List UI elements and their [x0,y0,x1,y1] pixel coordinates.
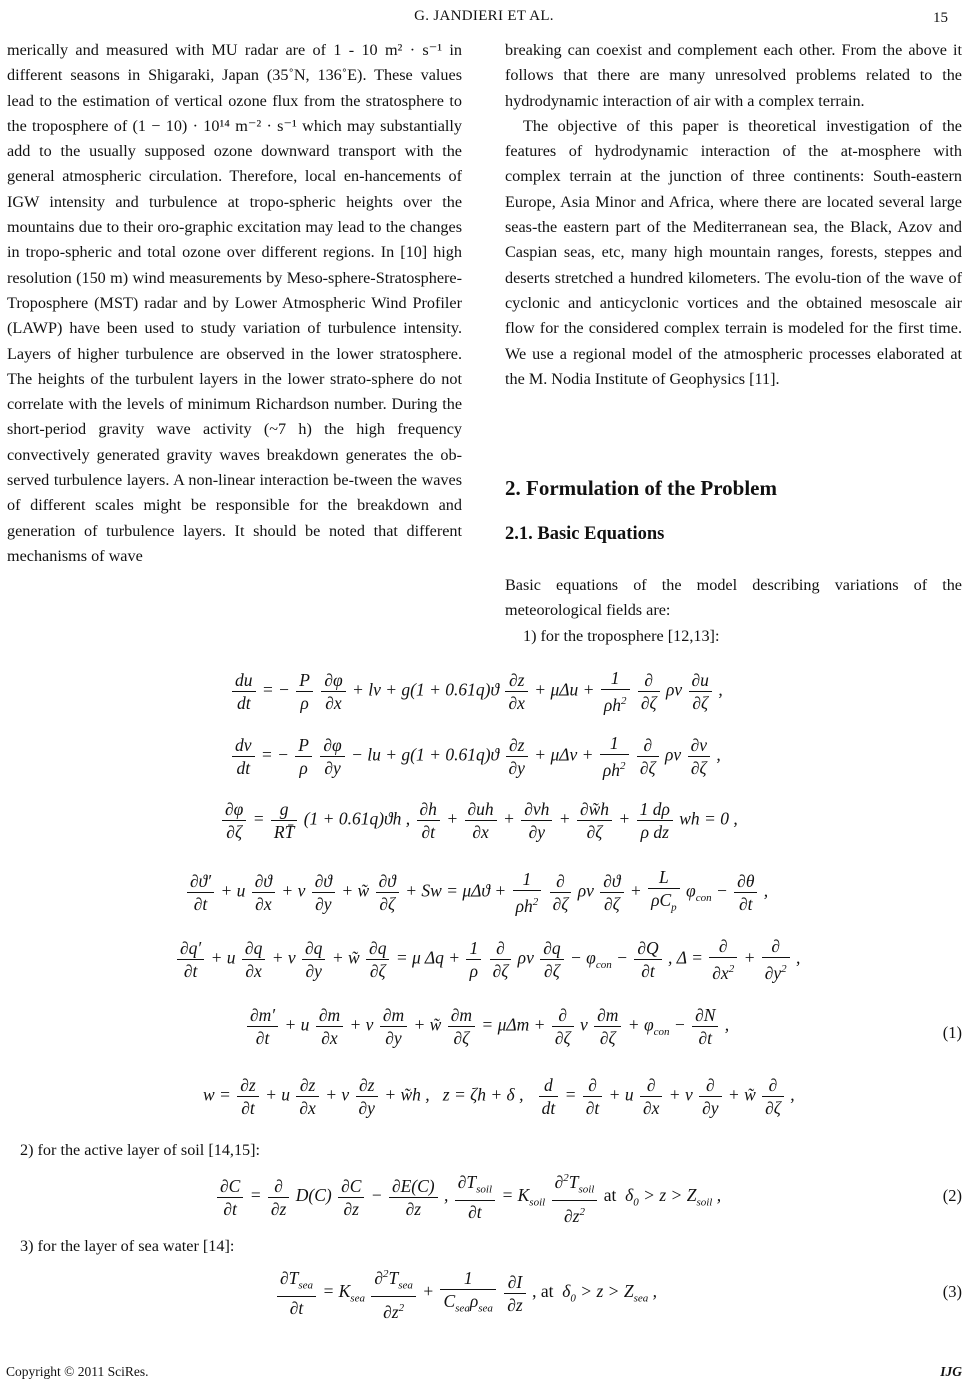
right-paragraph-1: breaking can coexist and complement each other. From the above it follows that there are many unresolved problems related to the hydrodynamic interaction of air with a complex terrain. [505,41,962,110]
left-paragraph: merically and measured with MU radar are of 1 - 10 m² · s⁻¹ in different seasons in Shigaraki, Japan (35˚N, 136˚E). These values lead to the estimation of vertical ozone flux from the stratosphere to the troposphere of (1 − 10) · 10¹⁴ m⁻² · s⁻¹ which may substantially add to the usually supposed ozone downward transport with the general atmospheric circulation. Therefore, local en-hancements of IGW intensity and turbulence at tropo-spheric heights over the mountains due to their oro-graphic excitation may lead to the changes in tropo-spheric and total ozone over different regions. In [10] high resolution (150 m) wind measurements by Meso-sphere-Stratosphere-Troposphere (MST) radar and by Lower Atmospheric Wind Profiler (LAWP) have been used to study variation of turbulence intensity. Layers of higher turbulence are observed in the lower stratosphere. The heights of the turbulent layers in the lower strato-sphere do not correlate with the levels of minimum Richardson number. During the short-period gravity wave activity (~7 h) the high frequency convectively generated gravity waves breakdown generates the ob-served turbulence layers. A non-linear interaction be-tween the waves of different scales might be responsible for the breakdown and generation of turbulence layers. It should be noted that different mechanisms of wave [7,41,462,565]
at-label-soil: at [603,1185,617,1206]
page-footer [6,1364,962,1382]
journal-abbrev: IJG [940,1364,962,1379]
equation-number-1: (1) [942,1023,962,1042]
equation-vertical-velocity: w = $\frac{\partial z}{\partial t}$ + u $\frac{\partial z}{\partial x}$ + v $\frac{\partial z}{\partial y}$ + w̃h , z = ζh + δ , $\frac{d}{dt}$ = $\frac{\partial}{\partial t}$ + u $\frac{\partial}{\partial x}$ + v $\frac{\partial}{\partial y}$ + w̃ $\frac{\partial}{\partial\zeta}$ , [203,1075,795,1118]
list-item-soil: 2) for the active layer of soil [14,15]: [20,1141,261,1159]
equation-hydrostatic-continuity: $\frac{\partial\varphi}{\partial\zeta}$ = $\frac{g}{RT̄}$ (1 + 0.61q)ϑh , $\frac{\partial h}{\partial t}$ + $\frac{\partial uh}{\partial x}$ + $\frac{\partial vh}{\partial y}$ + $\frac{\partial w̃h}{\partial\zeta}$ + $\frac{1 d\rho}{\text{ρ dz}}$ wh = 0 , [220,798,738,843]
page-header [0,6,968,28]
page-number: 15 [933,10,948,26]
right-paragraph-2: The objective of this paper is theoretical investigation of the features of hydrodynamic interaction of the at-mosphere with complex terrain at the junction of three continents: South-eastern Europe, Asia Minor and Africa, where there are located several large seas-the eastern part of the Mediterranean sea, the Black, Azov and Caspian seas, etc, many high mountain ranges, forests, steppes and deserts stretched a hundred kilometers. The evolu-tion of the wave of cyclonic and anticyclonic vortices and the obtained mesoscale air flow for the considered complex terrain is modeled for the first time. We use a regional model of the atmospheric processes elaborated at the M. Nodia Institute of Geophysics [11]. [505,116,962,388]
equation-soil: $\frac{\partial C}{\partial t}$ = $\frac{\partial}{\partial z}$ D(C) $\frac{\partial C}{\partial z}$ − $\frac{\partial E(C)}{\partial z}$ , $\frac{\partial T_{soil}}{\partial t}$ = $K_{soil}$ $\frac{\partial^2T_{soil}}{\partial z^2}$ at $\delta_0 > z > Z_{soil}$ , [215,1167,721,1227]
section-heading-2-1: 2.1. Basic Equations [505,524,665,544]
list-item-sea: 3) for the layer of sea water [14]: [20,1237,235,1255]
left-column [7,38,462,569]
equation-momentum-v: $\frac{dv}{dt}$ = − $\frac{P}{\rho}$ $\frac{\partial\varphi}{\partial y}$ − lu + g(1 + 0.61q)ϑ $\frac{\partial z}{\partial y}$ + μΔv + $\frac{1}{\rho h^2}$ $\frac{\partial}{\partial\zeta}$ ρν $\frac{\partial v}{\partial\zeta}$ , [230,732,721,781]
right-column-lower [505,573,962,649]
copyright-notice: Copyright © 2011 SciRes. [6,1364,149,1379]
equation-heat: $\frac{\partial ϑ'}{\partial t}$ + u $\frac{\partial ϑ}{\partial x}$ + v $\frac{\partial ϑ}{\partial y}$ + w̃ $\frac{\partial ϑ}{\partial\zeta}$ + Sw = μΔϑ + $\frac{1}{\rho h^2}$ $\frac{\partial}{\partial\zeta}$ ρν $\frac{\partial ϑ}{\partial\zeta}$ + $\frac{L}{\rho C_p}$ $\varphi_{con}$ − $\frac{\partial\theta}{\partial t}$ , [185,866,768,919]
right-column [505,38,962,392]
at-label-sea: , at [532,1281,554,1302]
equation-moisture: $\frac{\partial q'}{\partial t}$ + u $\frac{\partial q}{\partial x}$ + v $\frac{\partial q}{\partial y}$ + w̃ $\frac{\partial q}{\partial\zeta}$ = μ Δq + $\frac{1}{\rho}$ $\frac{\partial}{\partial\zeta}$ ρν $\frac{\partial q}{\partial\zeta}$ − $\varphi_{con}$ − $\frac{\partial Q}{\partial t}$ , Δ = $\frac{\partial}{\partial x^2}$ + $\frac{\partial}{\partial y^2}$ , [175,935,800,984]
list-item-troposphere: 1) for the troposphere [12,13]: [523,626,720,645]
section-heading-2: 2. Formulation of the Problem [505,476,777,500]
running-head: G. JANDIERI ET AL. [414,8,554,24]
equation-momentum-u: $\frac{du}{dt}$ = − $\frac{P}{\rho}$ $\frac{\partial\varphi}{\partial x}$ + lv + g(1 + 0.61q)ϑ $\frac{\partial z}{\partial x}$ + μΔu + $\frac{1}{\rho h^2}$ $\frac{\partial}{\partial\zeta}$ ρν $\frac{\partial u}{\partial\zeta}$ , [230,667,723,716]
equation-number-3: (3) [942,1282,962,1301]
equation-sea: $\frac{\partial T_{sea}}{\partial t}$ = $K_{sea}$ $\frac{\partial^2T_{sea}}{\partial z^2}$ + $\frac{1}{C_{sea}\rho_{sea}}$ $\frac{\partial I}{\partial z}$ , at $\delta_0 > z > Z_{sea}$ , [275,1263,657,1323]
right-paragraph-3: Basic equations of the model describing variations of the meteorological fields are: [505,576,962,620]
equation-cloud: $\frac{\partial m'}{\partial t}$ + u $\frac{\partial m}{\partial x}$ + v $\frac{\partial m}{\partial y}$ + w̃ $\frac{\partial m}{\partial\zeta}$ = μΔm + $\frac{\partial}{\partial\zeta}$ ν $\frac{\partial m}{\partial\zeta}$ + $\varphi_{con}$ − $\frac{\partial N}{\partial t}$ , [245,1004,729,1049]
equation-number-2: (2) [942,1186,962,1205]
